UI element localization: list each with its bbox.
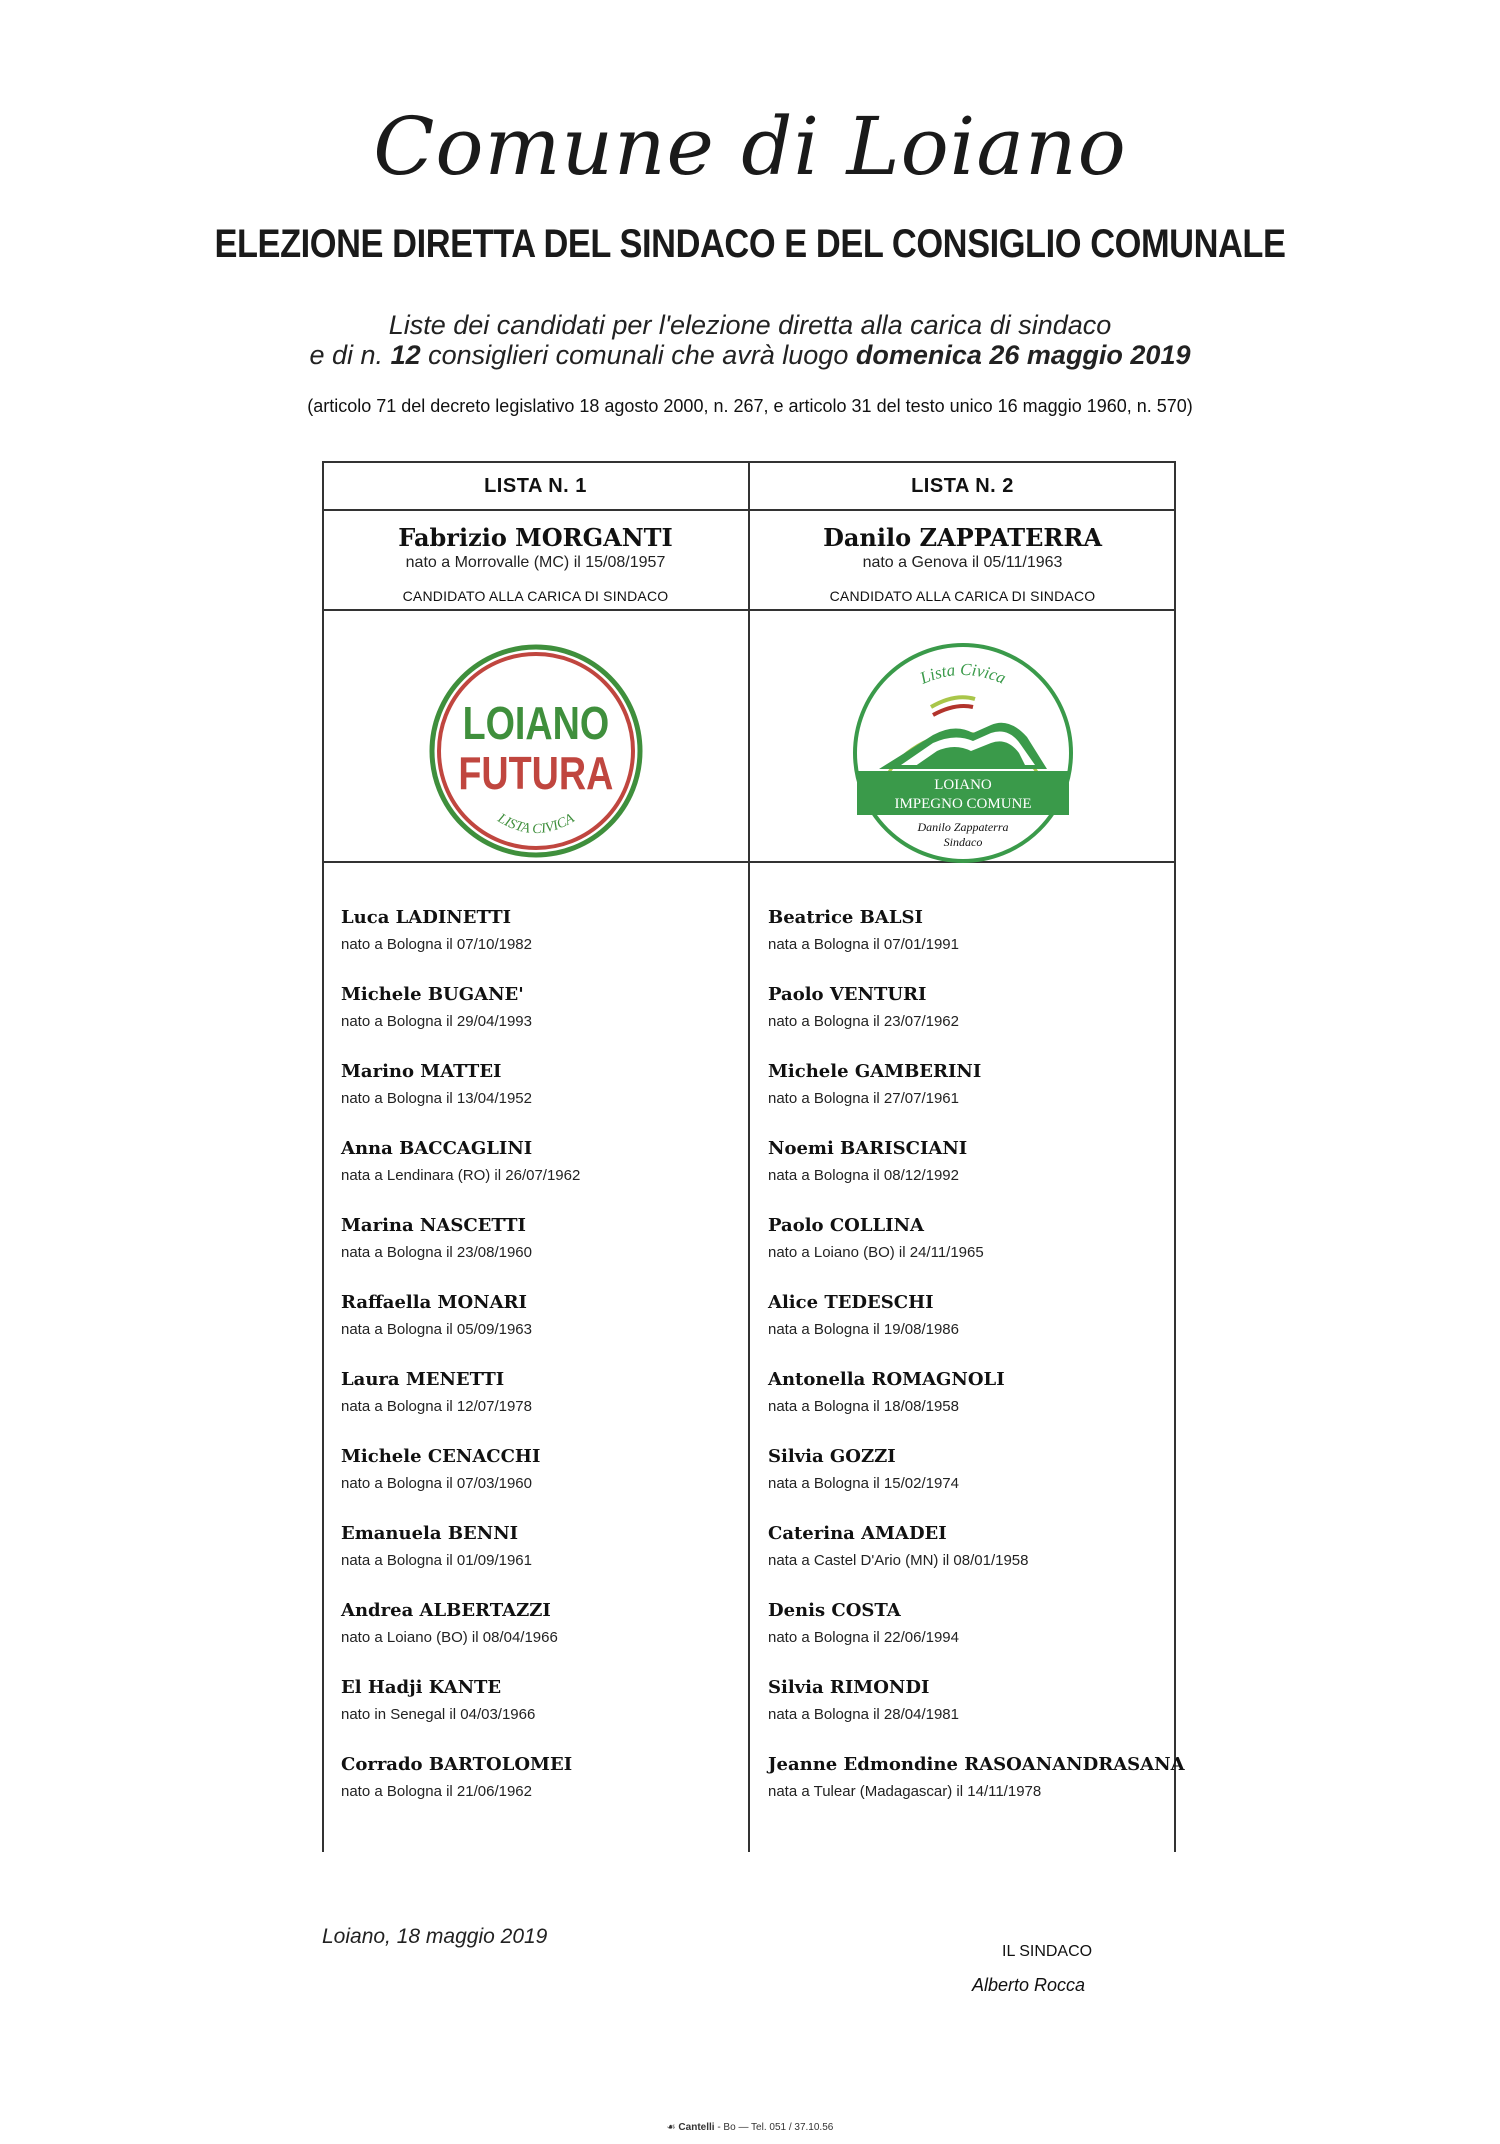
list-item: Michele CENACCHI nato a Bologna il 07/03/1960 xyxy=(341,1446,541,1492)
list-item: Caterina AMADEI nata a Castel D'Ario (MN) il 08/01/1958 xyxy=(768,1523,1029,1569)
list-item: Marina NASCETTI nata a Bologna il 23/08/1960 xyxy=(341,1215,532,1261)
list-column-1 xyxy=(322,461,749,1852)
mayor-candidate-role: CANDIDATO ALLA CARICA DI SINDACO xyxy=(829,588,1096,604)
description-line-1: Liste dei candidati per l'elezione diretta alla carica di sindaco xyxy=(388,310,1112,340)
list-item: Paolo COLLINA nato a Loiano (BO) il 24/11/1965 xyxy=(768,1215,984,1261)
legal-reference: (articolo 71 del decreto legislativo 18 agosto 2000, n. 267, e articolo 31 del testo unico 16 maggio 1960, n. 570) xyxy=(307,396,1193,416)
loiano-futura-logo-icon xyxy=(322,641,749,891)
list-item: Anna BACCAGLINI nata a Lendinara (RO) il 26/07/1962 xyxy=(341,1138,581,1184)
svg-text:Sindaco: Sindaco xyxy=(943,835,982,849)
list-item: Jeanne Edmondine RASOANANDRASANA nata a Tulear (Madagascar) il 14/11/1978 xyxy=(768,1754,1185,1800)
list-column-2 xyxy=(749,461,1185,1852)
mayor-signature-name: Alberto Rocca xyxy=(972,1975,1086,1995)
list-item: Emanuela BENNI nata a Bologna il 01/09/1961 xyxy=(341,1523,532,1569)
svg-text:LISTA CIVICA: LISTA CIVICA xyxy=(494,811,577,838)
list-item: El Hadji KANTE nato in Senegal il 04/03/1966 xyxy=(341,1677,536,1723)
list-item: Noemi BARISCIANI nata a Bologna il 08/12/1992 xyxy=(768,1138,968,1184)
svg-text:Danilo Zappaterra: Danilo Zappaterra xyxy=(916,820,1009,834)
printer-credit: ☙ Cantelli - Bo — Tel. 051 / 37.10.56 xyxy=(666,2122,834,2133)
list-label: LISTA N. 1 xyxy=(484,475,587,497)
list-item: Denis COSTA nato a Bologna il 22/06/1994 xyxy=(768,1600,959,1646)
loiano-impegno-comune-logo-icon xyxy=(749,641,1176,891)
list-item: Michele BUGANE' nato a Bologna il 29/04/1993 xyxy=(341,984,532,1030)
svg-text:LOIANO: LOIANO xyxy=(462,697,609,749)
place-date: Loiano, 18 maggio 2019 xyxy=(322,1925,548,1948)
list-item: Michele GAMBERINI nato a Bologna il 27/07/1961 xyxy=(768,1061,982,1107)
description-line-2: e di n. 12 consiglieri comunali che avrà luogo domenica 26 maggio 2019 xyxy=(309,340,1191,370)
mayor-candidate-birth: nato a Genova il 05/11/1963 xyxy=(862,554,1063,571)
svg-text:IMPEGNO COMUNE: IMPEGNO COMUNE xyxy=(893,796,1032,812)
mayor-signature-title: IL SINDACO xyxy=(1002,1943,1093,1960)
list-item: Andrea ALBERTAZZI nato a Loiano (BO) il 08/04/1966 xyxy=(341,1600,558,1646)
printer-icon: ☙ xyxy=(666,2122,679,2133)
svg-text:LOIANO: LOIANO xyxy=(933,777,992,793)
election-date: domenica 26 maggio 2019 xyxy=(855,340,1191,370)
mayor-candidate-name: Danilo ZAPPATERRA xyxy=(823,523,1102,552)
mayor-candidate-name: Fabrizio MORGANTI xyxy=(398,523,673,552)
list-item: Raffaella MONARI nata a Bologna il 05/09/1963 xyxy=(341,1292,532,1338)
list-item: Silvia RIMONDI nata a Bologna il 28/04/1981 xyxy=(768,1677,959,1723)
list-item: Silvia GOZZI nata a Bologna il 15/02/1974 xyxy=(768,1446,959,1492)
list-item: Laura MENETTI nata a Bologna il 12/07/1978 xyxy=(341,1369,532,1415)
list-item: Corrado BARTOLOMEI nato a Bologna il 21/06/1962 xyxy=(341,1754,573,1800)
page-subtitle: ELEZIONE DIRETTA DEL SINDACO E DEL CONSIGLIO COMUNALE xyxy=(214,222,1286,266)
svg-text:FUTURA: FUTURA xyxy=(457,747,613,799)
list-label: LISTA N. 2 xyxy=(911,475,1014,497)
councillor-count: 12 xyxy=(390,340,421,370)
list-item: Marino MATTEI nato a Bologna il 13/04/1952 xyxy=(341,1061,532,1107)
svg-text:Lista Civica: Lista Civica xyxy=(916,659,1009,688)
mayor-candidate-birth: nato a Morrovalle (MC) il 15/08/1957 xyxy=(405,554,666,571)
list-item: Beatrice BALSI nata a Bologna il 07/01/1991 xyxy=(768,907,959,953)
page-title: Comune di Loiano xyxy=(373,100,1127,193)
mayor-candidate-role: CANDIDATO ALLA CARICA DI SINDACO xyxy=(402,588,669,604)
list-item: Paolo VENTURI nato a Bologna il 23/07/1962 xyxy=(768,984,959,1030)
list-item: Luca LADINETTI nato a Bologna il 07/10/1982 xyxy=(341,907,532,953)
list-item: Antonella ROMAGNOLI nata a Bologna il 18/08/1958 xyxy=(768,1369,1005,1415)
list-item: Alice TEDESCHI nata a Bologna il 19/08/1986 xyxy=(768,1292,959,1338)
candidate-table xyxy=(322,461,1185,1852)
